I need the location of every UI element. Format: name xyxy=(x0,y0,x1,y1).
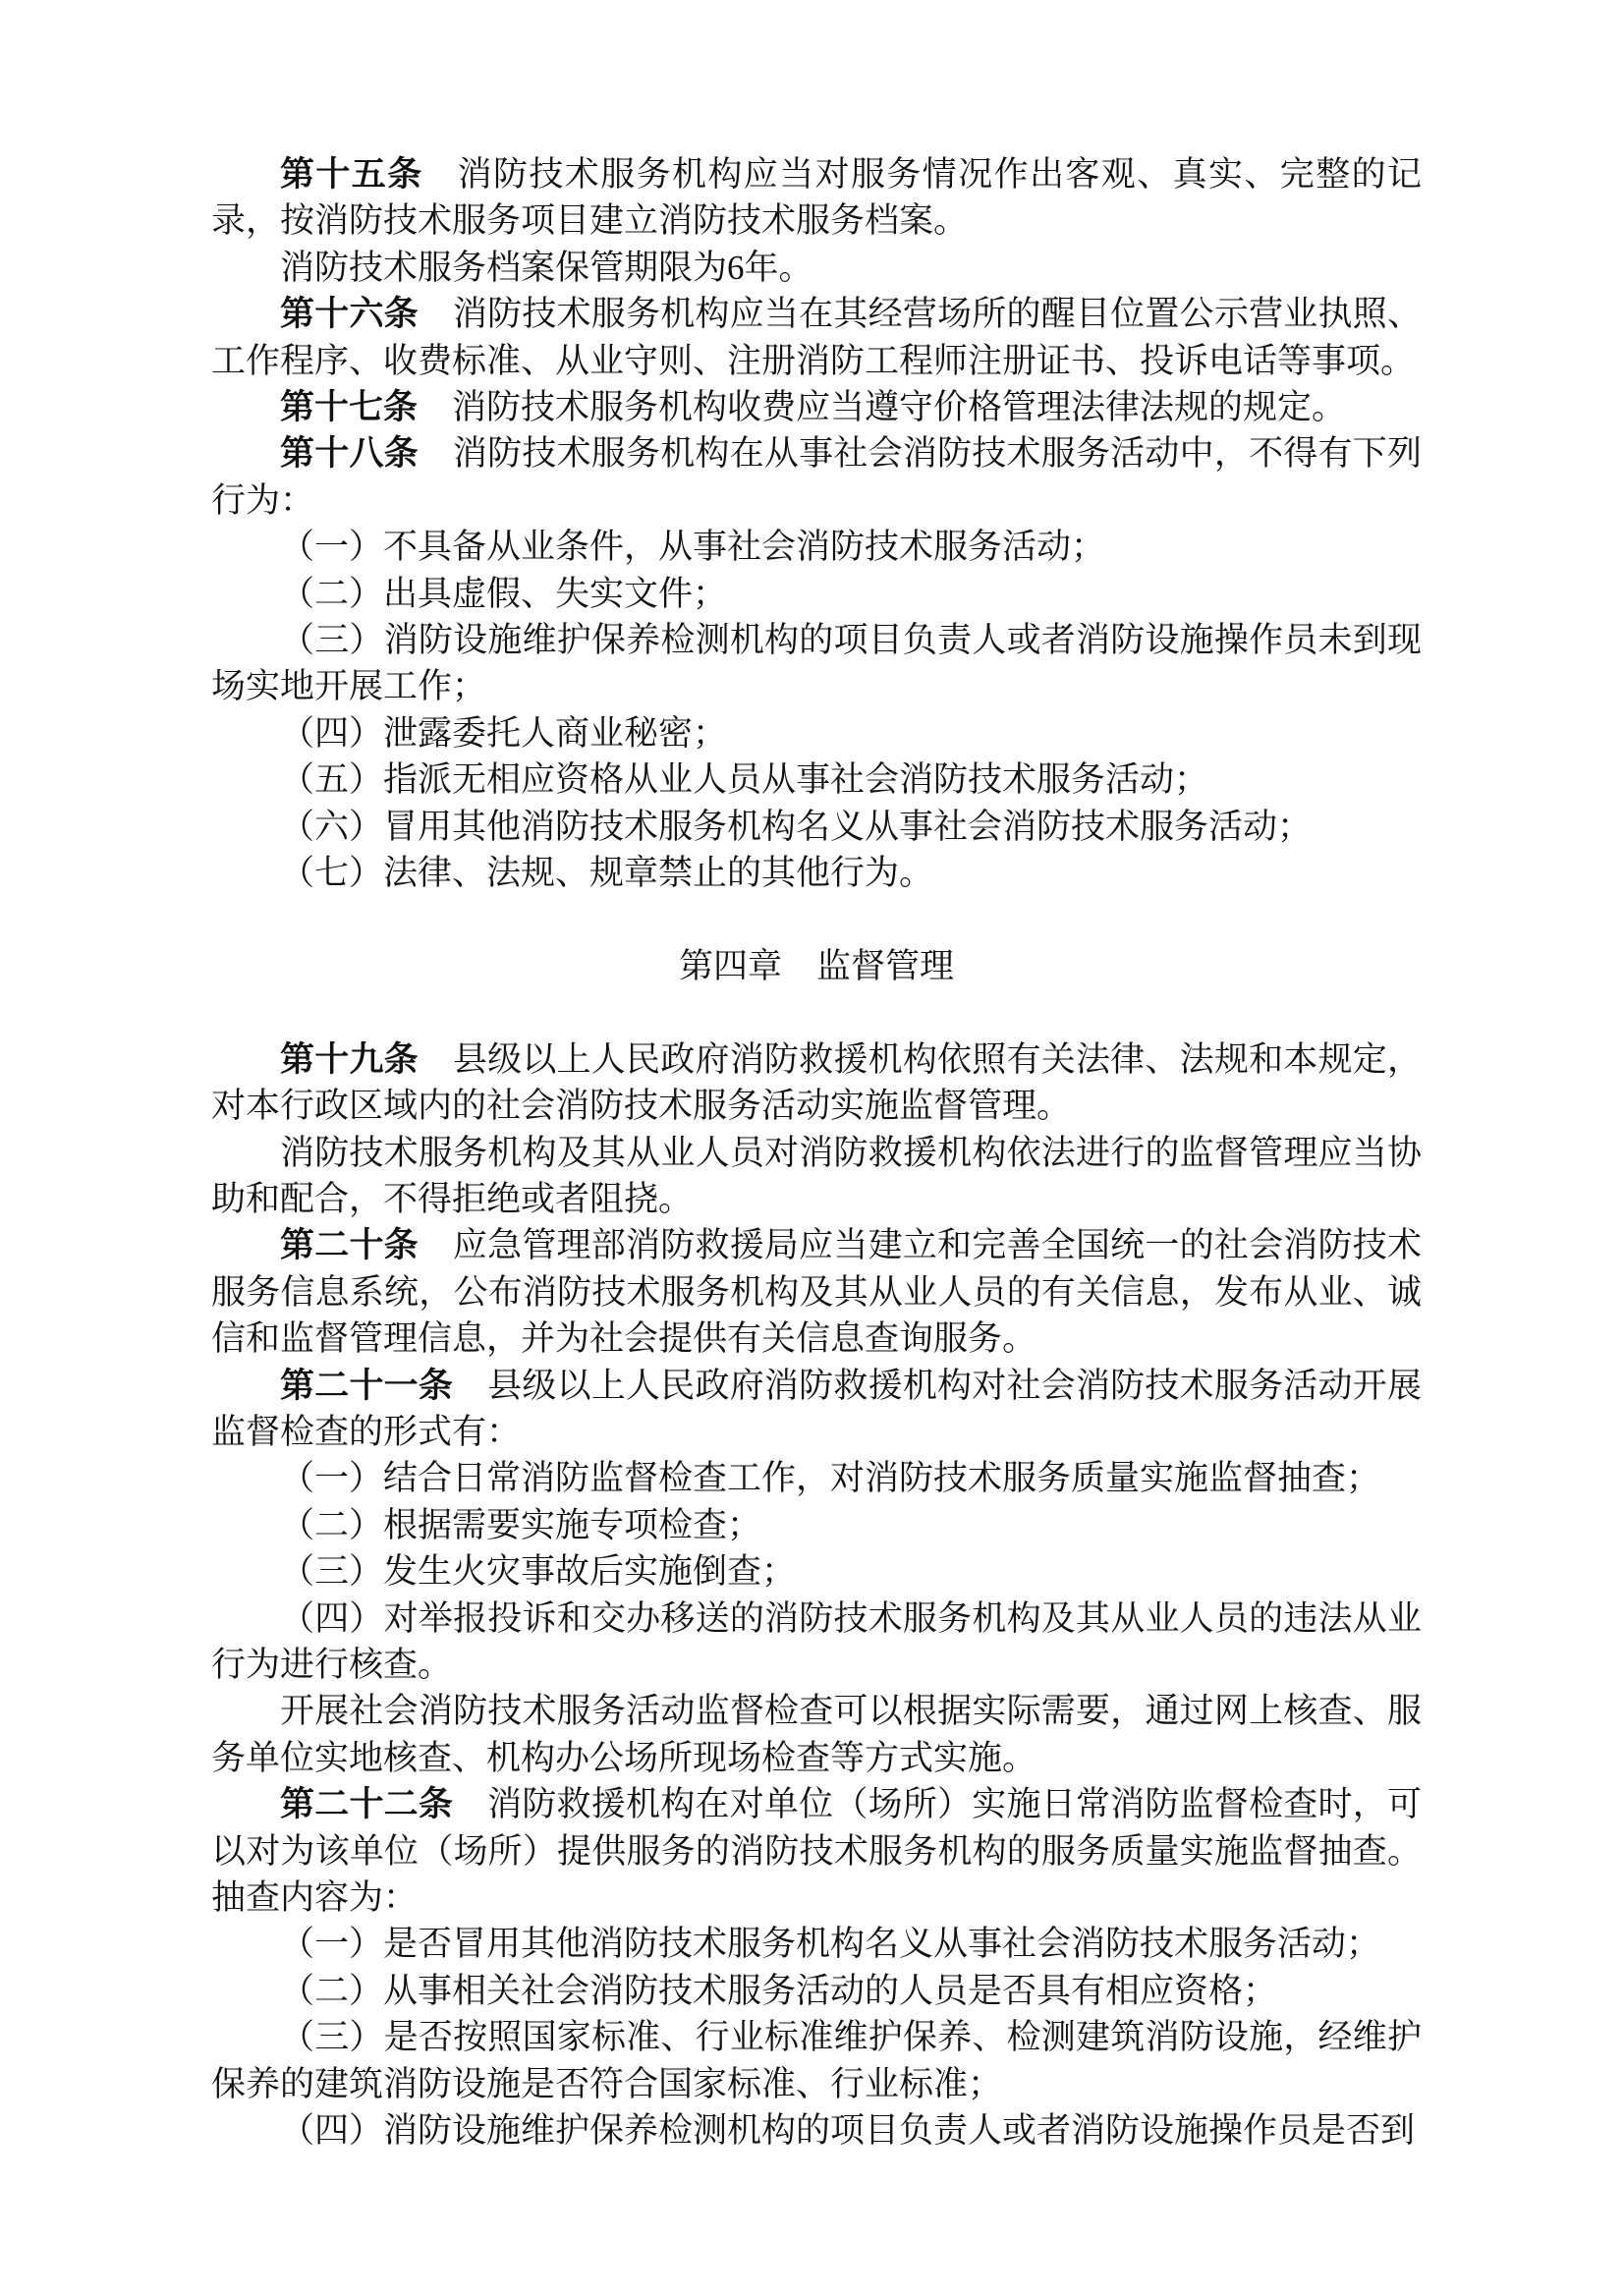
body-paragraph: （四）泄露委托人商业秘密； xyxy=(280,713,728,753)
article-number: 第二十一条 xyxy=(280,1366,454,1405)
body-paragraph: （五）指派无相应资格从业人员从事社会消防技术服务活动； xyxy=(280,760,1209,800)
article-paragraph xyxy=(211,384,1422,430)
body-paragraph: （四）对举报投诉和交办移送的消防技术服务机构及其从业人员的违法从业行为进行核查。 xyxy=(211,1598,1422,1684)
body-paragraph: （一）结合日常消防监督检查工作，对消防技术服务质量实施监督抽查； xyxy=(280,1459,1381,1498)
article-paragraph xyxy=(211,1363,1422,1456)
document-body xyxy=(211,151,1422,2154)
article-paragraph xyxy=(211,430,1422,524)
article-number: 第十五条 xyxy=(280,155,423,194)
body-paragraph: （二）根据需要实施专项检查； xyxy=(280,1505,762,1544)
chapter-heading: 第四章 监督管理 xyxy=(678,946,954,985)
article-paragraph xyxy=(211,291,1422,384)
article-paragraph xyxy=(211,1036,1422,1130)
body-paragraph: （四）消防设施维护保养检测机构的项目负责人或者消防设施操作员是否到 xyxy=(280,2111,1416,2151)
article-number: 第十六条 xyxy=(280,295,419,334)
article-text: 应急管理部消防救援局应当建立和完善全国统一的社会消防技术服务信息系统，公布消防技术服务机构及其从业人员的有关信息，发布从业、诚信和监督管理信息，并为社会提供有关信息查询服务。 xyxy=(211,1226,1422,1359)
body-paragraph: 开展社会消防技术服务活动监督检查可以根据实际需要，通过网上核查、服务单位实地核查、机构办公场所现场检查等方式实施。 xyxy=(211,1692,1422,1777)
article-text: 消防技术服务机构在从事社会消防技术服务活动中，不得有下列行为： xyxy=(211,434,1422,520)
article-number: 第十七条 xyxy=(280,388,419,427)
article-text: 消防技术服务机构应当在其经营场所的醒目位置公示营业执照、工作程序、收费标准、从业守则、注册消防工程师注册证书、投诉电话等事项。 xyxy=(211,295,1422,380)
body-paragraph: （二）从事相关社会消防技术服务活动的人员是否具有相应资格； xyxy=(280,1971,1278,2010)
body-paragraph: 消防技术服务档案保管期限为6年。 xyxy=(280,248,813,287)
body-paragraph: （一）是否冒用其他消防技术服务机构名义从事社会消防技术服务活动； xyxy=(280,1925,1381,1964)
body-paragraph: （七）法律、法规、规章禁止的其他行为。 xyxy=(280,854,934,893)
article-number: 第二十二条 xyxy=(280,1785,454,1824)
body-paragraph: 消防技术服务机构及其从业人员对消防救援机构依法进行的监督管理应当协助和配合，不得拒绝或者阻挠。 xyxy=(211,1133,1422,1218)
article-number: 第十九条 xyxy=(280,1039,419,1079)
article-text: 消防救援机构在对单位（场所）实施日常消防监督检查时，可以对为该单位（场所）提供服务的消防技术服务机构的服务质量实施监督抽查。抽查内容为： xyxy=(211,1785,1422,1917)
article-paragraph xyxy=(211,1781,1422,1921)
article-paragraph xyxy=(211,151,1422,245)
body-paragraph: （三）发生火灾事故后实施倒查； xyxy=(280,1552,797,1592)
article-text: 县级以上人民政府消防救援机构依照有关法律、法规和本规定，对本行政区域内的社会消防技术服务活动实施监督管理。 xyxy=(211,1039,1422,1126)
article-paragraph xyxy=(211,1222,1422,1362)
body-paragraph: （三）是否按照国家标准、行业标准维护保养、检测建筑消防设施，经维护保养的建筑消防设施是否符合国家标准、行业标准； xyxy=(211,2018,1422,2103)
body-paragraph: （三）消防设施维护保养检测机构的项目负责人或者消防设施操作员未到现场实地开展工作； xyxy=(211,621,1422,706)
body-paragraph: （六）冒用其他消防技术服务机构名义从事社会消防技术服务活动； xyxy=(280,807,1313,846)
article-number: 第二十条 xyxy=(280,1226,419,1265)
article-number: 第十八条 xyxy=(280,434,419,474)
article-text: 县级以上人民政府消防救援机构对社会消防技术服务活动开展监督检查的形式有： xyxy=(211,1366,1422,1451)
article-text: 消防技术服务机构应当对服务情况作出客观、真实、完整的记录，按消防技术服务项目建立消防技术服务档案。 xyxy=(211,155,1422,241)
body-paragraph: （二）出具虚假、失实文件； xyxy=(280,574,728,613)
article-text: 消防技术服务机构收费应当遵守价格管理法律法规的规定。 xyxy=(452,388,1347,427)
body-paragraph: （一）不具备从业条件，从事社会消防技术服务活动； xyxy=(280,528,1106,567)
